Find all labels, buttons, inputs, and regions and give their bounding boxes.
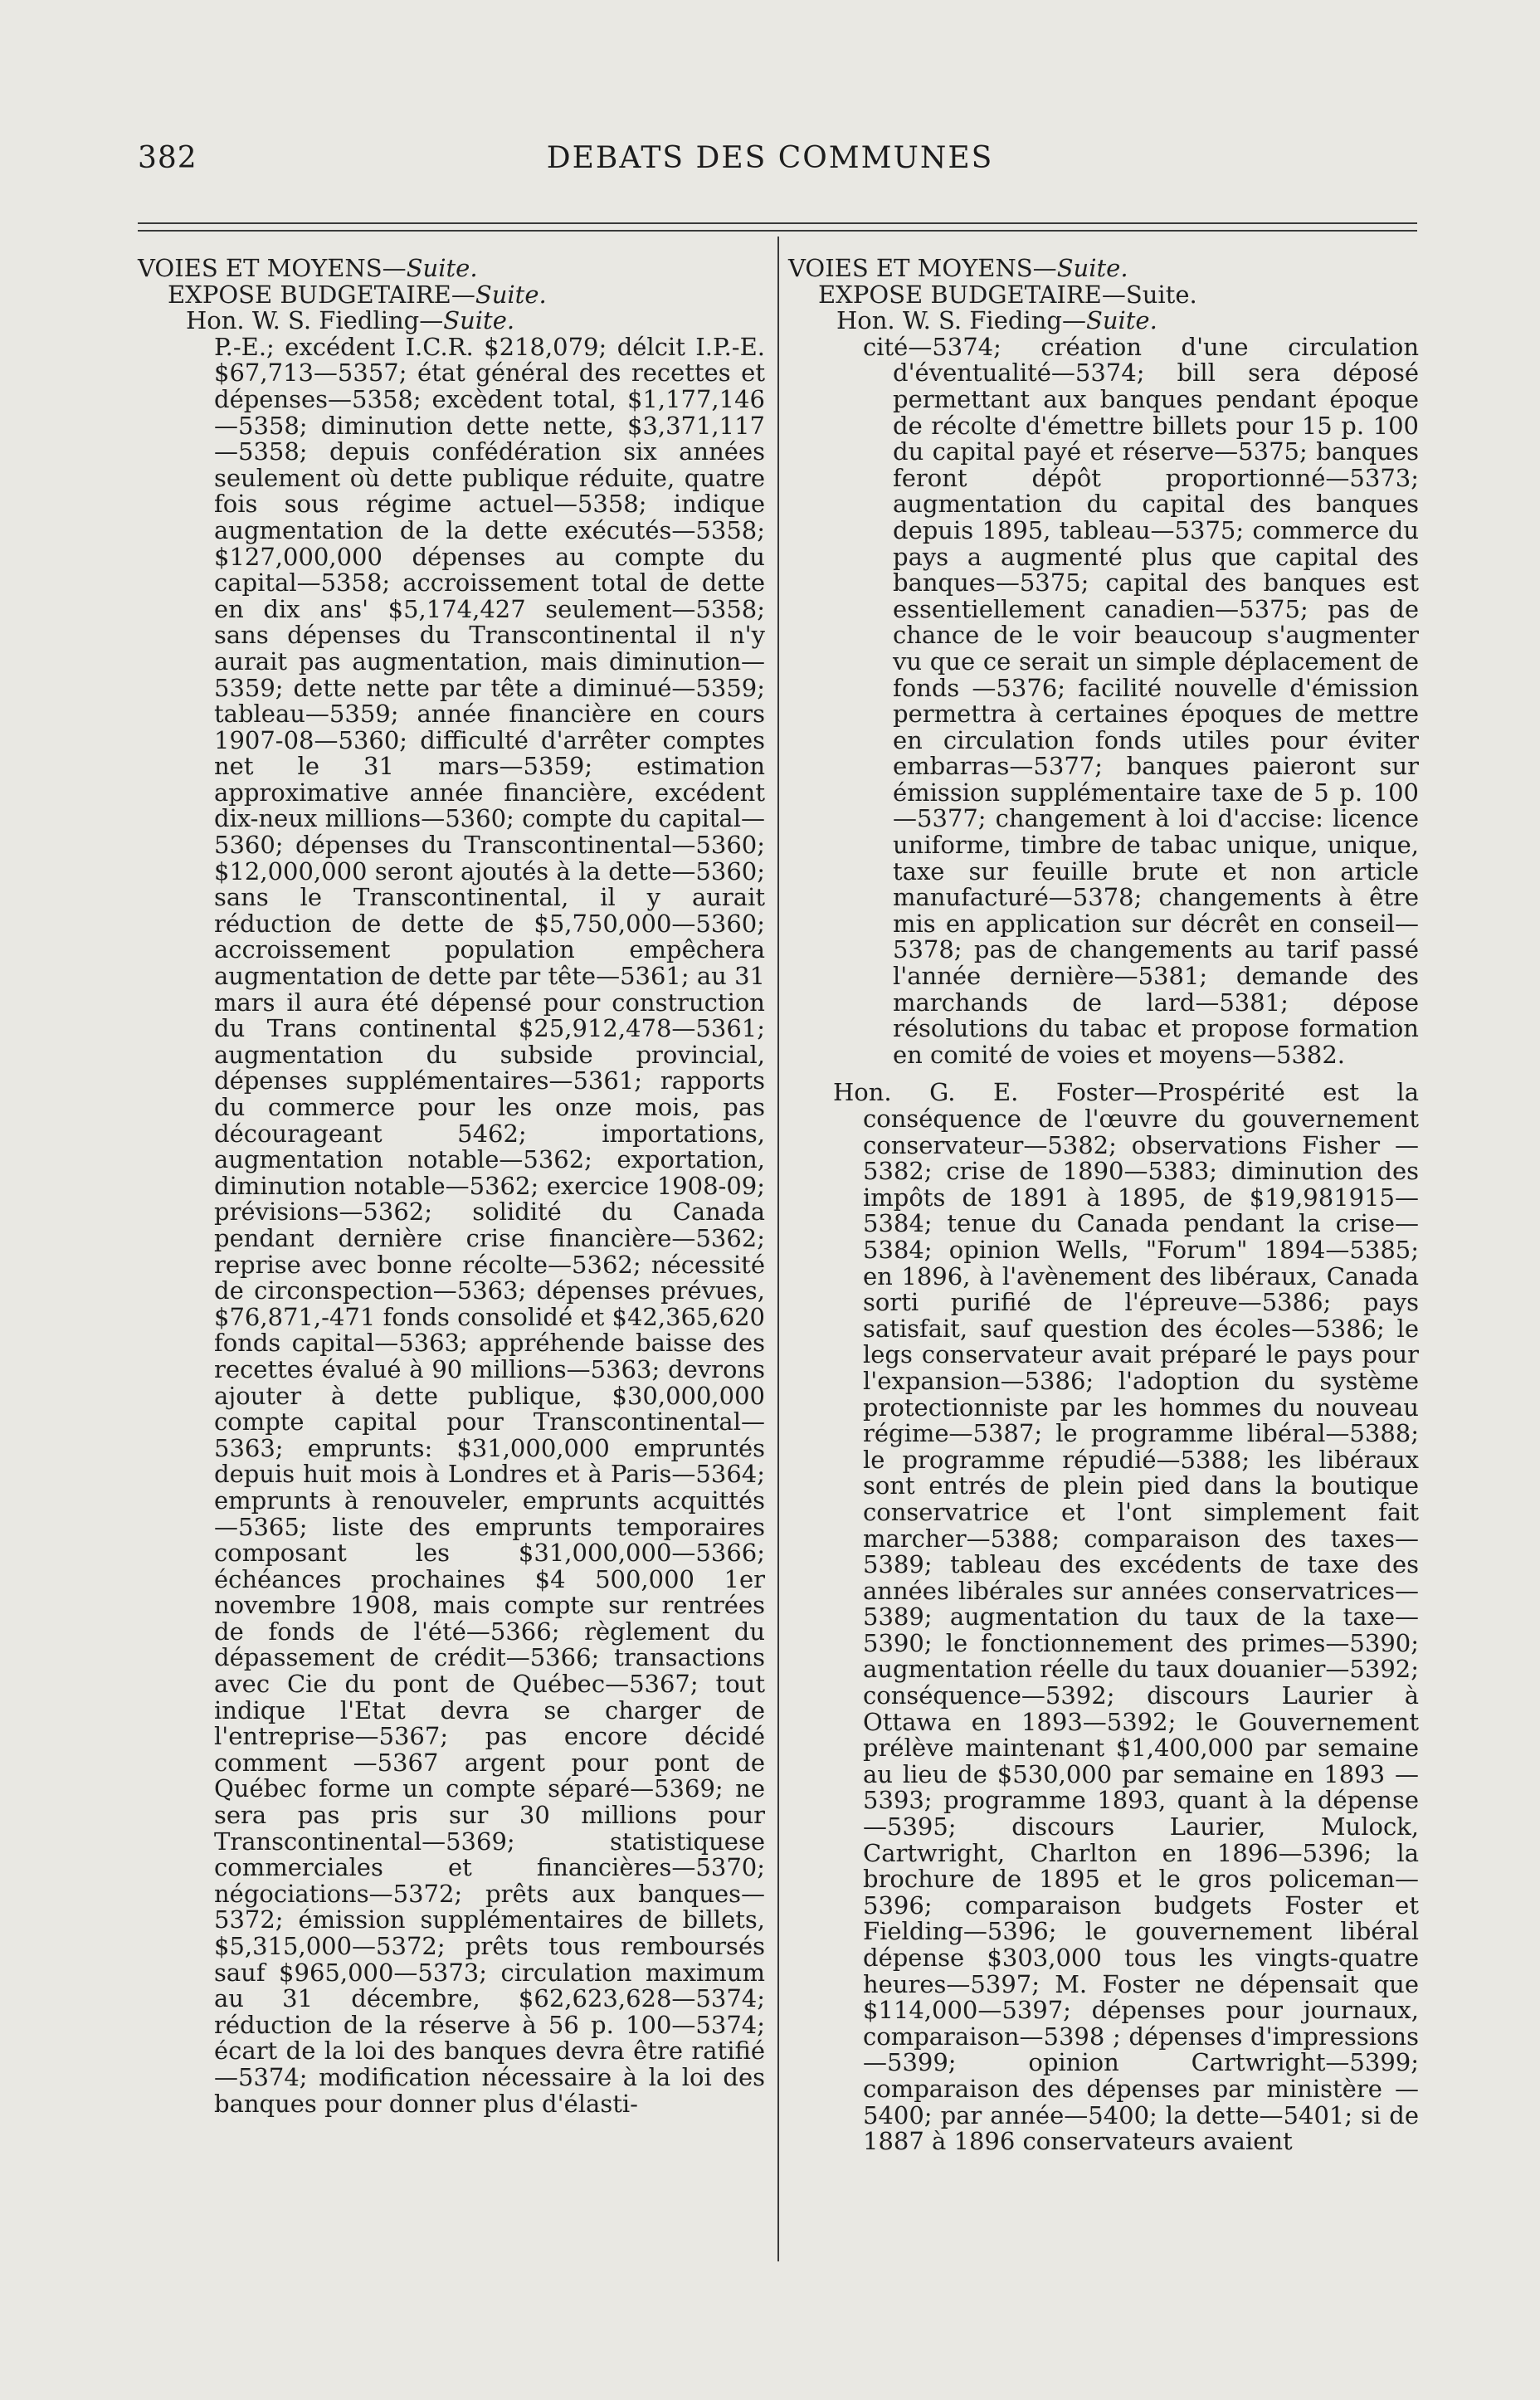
heading-expose-budgetaire: EXPOSE BUDGETAIRE—Suite. [818, 280, 1197, 309]
index-entry-foster: Hon. G. E. Foster—Prospérité est la conséquence de l'œuvre du gouvernement conservateur—5382; observations Fisher —5382; crise de 1890—5383; diminution des impôts de 1891 à 1895, de $19,981915—5384; tenue du Canada pendant la crise—5384; opinion Wells, "Forum" 1894—5385; en 1896, à l'avènement des libéraux, Canada sorti purifié de l'épreuve—5386; pays satisfait, sauf question des écoles—5386; le legs conservateur avait préparé le pays pour l'expansion—5386; l'adoption du système protectionniste par les hommes du nouveau régime—5387; le programme libéral—5388; le programme répudié—5388; les libéraux sont entrés de plein pied dans la boutique conservatrice et l'ont simplement fait marcher—5388; comparaison des taxes—5389; tableau des excédents de taxe des années libérales sur années conservatrices—5389; augmentation du taux de la taxe—5390; le fonctionnement des primes—5390; augmentation réelle du taux douanier—5392; conséquence—5392; discours Laurier à Ottawa en 1893—5392; le Gouvernement prélève maintenant $1,400,000 par semaine au lieu de $530,000 par semaine en 1893 —5393; programme 1893, quant à la dépense—5395; discours Laurier, Mulock, Cartwright, Charlton en 1896—5396; la brochure de 1895 et le gros policeman—5396; comparaison budgets Foster et Fielding—5396; le gouvernement libéral dépense $303,000 tous les vingts-quatre heures—5397; M. Foster ne dépensait que $114,000—5397; dépenses pour journaux, comparaison—5398 ; dépenses d'impressions—5399; opinion Cartwright—5399; comparaison des dépenses par ministère —5400; par année—5400; la dette—5401; si de 1887 à 1896 conservateurs avaient [833, 1078, 1419, 2156]
heading-speaker [186, 308, 765, 334]
heading-text: VOIES ET MOYENS— [788, 254, 1057, 282]
heading-text: VOIES ET MOYENS— [138, 254, 407, 282]
running-head: DEBATS DES COMMUNES [546, 141, 994, 175]
heading-suite: Suite. [1085, 306, 1157, 335]
heading-suite: Suite. [475, 280, 547, 309]
left-column [138, 256, 765, 2117]
heading-text: EXPOSE BUDGETAIRE— [168, 280, 475, 309]
page-number: 382 [138, 141, 197, 175]
heading-text: Hon. W. S. Fiedling— [186, 306, 444, 335]
index-entry-fielding-continued: cité—5374; création d'une circulation d'éventualité—5374; bill sera déposé permettant aux banques pendant époque de récolte d'émettre billets pour 15 p. 100 du capital payé et réserve—5375; banques feront dépôt proportionné—5373; augmentation du capital des banques depuis 1895, tableau—5375; commerce du pays a augmenté plus que capital des banques—5375; capital des banques est essentiellement canadien—5375; pas de chance de le voir beaucoup s'augmenter vu que ce serait un simple déplacement de fonds —5376; facilité nouvelle d'émission permettra à certaines époques de mettre en circulation fonds utiles pour éviter embarras—5377; banques paieront sur émission supplémentaire taxe de 5 p. 100—5377; changement à loi d'accise: licence uniforme, timbre de tabac unique, unique, taxe sur feuille brute et non article manufacturé—5378; changements à être mis en application sur décrêt en conseil—5378; pas de changements au tarif passé l'année dernière—5381; demande des marchands de lard—5381; dépose résolutions du tabac et propose formation en comité de voies et moyens—5382. [863, 332, 1419, 1069]
heading-suite: Suite. [1056, 254, 1128, 282]
heading-suite: Suite. [406, 254, 478, 282]
header-rule-bottom [138, 230, 1417, 232]
right-column [788, 256, 1419, 2155]
column-divider [777, 237, 779, 2261]
heading-voies-et-moyens [788, 256, 1419, 282]
heading-suite: Suite. [443, 306, 515, 335]
header-rule-top [138, 222, 1417, 224]
heading-voies-et-moyens [138, 256, 765, 282]
index-entry-fielding: P.-E.; excédent I.C.R. $218,079; délcit I.P.-E. $67,713—5357; état général des recettes et dépenses—5358; excèdent total, $1,177,146—5358; diminution dette nette, $3,371,117—5358; depuis confédération six années seulement où dette publique réduite, quatre fois sous régime actuel—5358; indique augmentation de la dette exécutés—5358; $127,000,000 dépenses au compte du capital—5358; accroissement total de dette en dix ans' $5,174,427 seulement—5358; sans dépenses du Transcontinental il n'y aurait pas augmentation, mais diminution—5359; dette nette par tête a diminué—5359; tableau—5359; année financière en cours 1907-08—5360; difficulté d'arrêter comptes net le 31 mars—5359; estimation approximative année financière, excédent dix-neux millions—5360; compte du capital—5360; dépenses du Transcontinental—5360; $12,000,000 seront ajoutés à la dette—5360; sans le Transcontinental, il y aurait réduction de dette de $5,750,000—5360; accroissement population empêchera augmentation de dette par tête—5361; au 31 mars il aura été dépensé pour construction du Trans continental $25,912,478—5361; augmentation du subside provincial, dépenses supplémentaires—5361; rapports du commerce pour les onze mois, pas décourageant 5462; importations, augmentation notable—5362; exportation, diminution notable—5362; exercice 1908-09; prévisions—5362; solidité du Canada pendant dernière crise financière—5362; reprise avec bonne récolte—5362; nécessité de circonspection—5363; dépenses prévues, $76,871,-471 fonds consolidé et $42,365,620 fonds capital—5363; appréhende baisse des recettes évalué à 90 millions—5363; devrons ajouter à dette publique, $30,000,000 compte capital pour Transcontinental—5363; emprunts: $31,000,000 empruntés depuis huit mois à Londres et à Paris—5364; emprunts à renouveler, emprunts acquittés—5365; liste des emprunts temporaires composant les $31,000,000—5366; échéances prochaines $4 500,000 1er novembre 1908, mais compte sur rentrées de fonds de l'été—5366; règlement du dépassement de crédit—5366; transactions avec Cie du pont de Québec—5367; tout indique l'Etat devra se charger de l'entreprise—5367; pas encore décidé comment —5367 argent pour pont de Québec forme un compte séparé—5369; ne sera pas pris sur 30 millions pour Transcontinental—5369; statistiquese commerciales et financières—5370; négociations—5372; prêts aux banques—5372; émission supplémentaires de billets, $5,315,000—5372; prêts tous remboursés sauf $965,000—5373; circulation maximum au 31 décembre, $62,623,628—5374; réduction de la réserve à 56 p. 100—5374; écart de la loi des banques devra être ratifié —5374; modification nécessaire à la loi des banques pour donner plus d'élasti- [214, 332, 765, 2118]
heading-speaker [836, 308, 1419, 334]
heading-expose-budgetaire [168, 282, 765, 309]
heading-text: Hon. W. S. Fieding— [836, 306, 1086, 335]
